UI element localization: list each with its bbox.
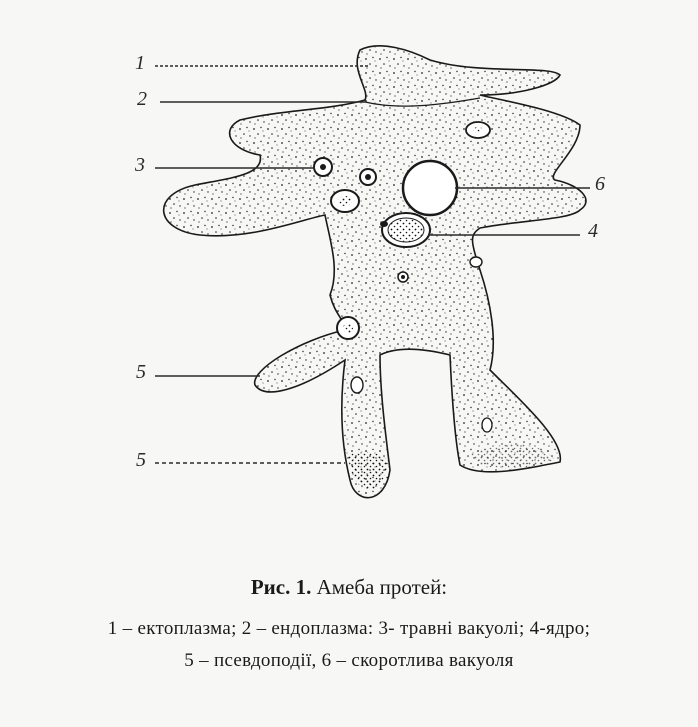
amoeba-body (164, 46, 586, 498)
food-vacuole (470, 257, 482, 267)
food-vacuole (482, 418, 492, 432)
figure-caption-title (0, 575, 698, 600)
label-4: 4 (588, 220, 598, 242)
figure-caption-line2: 5 – псевдоподії, 6 – скоротлива вакуоля (184, 650, 514, 671)
figure-label: Рис. 1. (250, 575, 312, 599)
label-5a: 5 (136, 361, 146, 383)
label-2: 2 (137, 88, 147, 110)
figure-title: Амеба протей: (311, 575, 448, 599)
label-1: 1 (135, 52, 145, 74)
food-vacuole (351, 377, 363, 393)
figure-caption-line1: 1 – ектоплазма; 2 – ендоплазма: 3- травні вакуолі; 4-ядро; (107, 618, 591, 639)
contractile-vacuole (403, 161, 457, 215)
nucleus (380, 213, 430, 247)
label-6: 6 (595, 173, 605, 195)
label-5b: 5 (136, 449, 146, 471)
label-3: 3 (135, 154, 145, 176)
